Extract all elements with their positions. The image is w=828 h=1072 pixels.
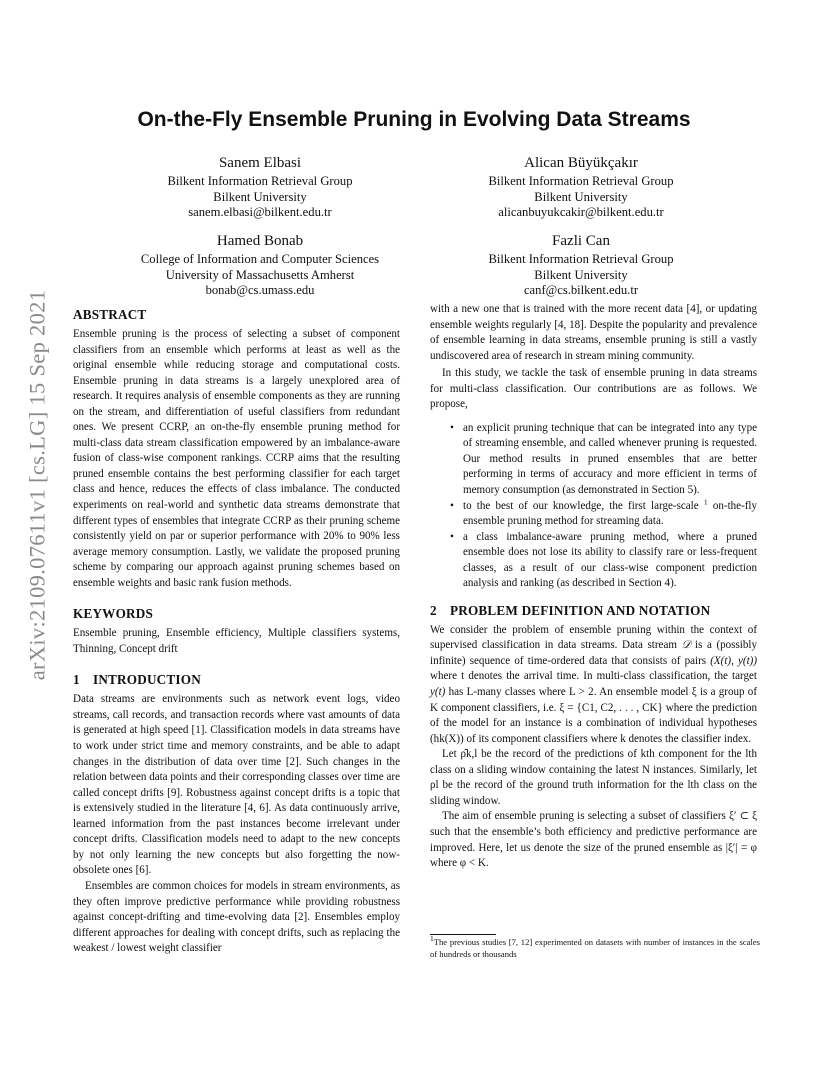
keywords-text: Ensemble pruning, Ensemble efficiency, Multiple classifiers systems, Thinning, Concept drift (73, 627, 400, 655)
author-email: sanem.elbasi@bilkent.edu.tr (188, 205, 332, 220)
author-block-3 (96, 231, 424, 299)
author-block-1 (110, 153, 410, 221)
author-affiliation: Bilkent Information Retrieval Group (167, 174, 353, 188)
left-column (73, 306, 400, 957)
author-name: Hamed Bonab (216, 233, 304, 249)
author-institution: Bilkent University (213, 189, 307, 204)
list-item-text: to the best of our knowledge, the first large-scale (463, 499, 699, 512)
author-name: Sanem Elbasi (218, 155, 302, 171)
intro-paragraph-2: Ensembles are common choices for models in stream environments, as they often improve predictive performance while providing robustness against concept-drifting and time-evolving data [2]. Ensembles employ different approaches for dealing with concept drifts, such as replacing the weakest / lowest weight classifier (73, 879, 400, 955)
section-title: INTRODUCTION (93, 672, 201, 688)
author-affiliation: Bilkent Information Retrieval Group (488, 174, 674, 188)
section-number: 2 (430, 602, 437, 618)
author-email: bonab@cs.umass.edu (205, 283, 315, 298)
text-run: where t denotes the arrival time. In multi-class classification, the target (430, 670, 757, 683)
footnote-marker: 1 (430, 934, 434, 944)
list-item: • a class imbalance-aware pruning method, where a pruned ensemble does not lose its ability to classify rare or less-frequent classes, as a result of our class-wise component prediction analysis and ranking (as described in Section 4). (430, 530, 757, 592)
arxiv-stamp-text: arXiv:2109.07611v1 [cs.LG] 15 Sep 2021 (24, 289, 49, 681)
section-number: 1 (73, 672, 80, 688)
author-block-4 (431, 231, 731, 299)
abstract-heading: ABSTRACT (73, 307, 147, 322)
author-email: alicanbuyukcakir@bilkent.edu.tr (498, 205, 664, 220)
math-symbol: 𝒟 (681, 639, 691, 652)
list-item (430, 496, 758, 530)
math-expression: y(t) (430, 686, 446, 699)
footnote-marker: 1 (703, 496, 708, 506)
footnote-rule (430, 934, 496, 935)
problem-heading (430, 602, 757, 620)
list-item: • an explicit pruning technique that can be integrated into any type of streaming ensemble, and called whenever pruning is requested. Our method results in pruned ensembles that are better performing in terms of accuracy and more efficient in terms of memory consumption (as demonstrated in Section 5). (430, 421, 757, 499)
footnote-text: The previous studies [7, 12] experimented on datasets with number of instances in the scales of hundreds or thousands (430, 937, 760, 959)
text-run: We consider the problem of ensemble pruning within the context of supervised classification in data streams. Data stream (430, 623, 757, 652)
problem-paragraph-2: Let ρ̂k,l be the record of the predictions of kth component for the lth class on a sliding window containing the latest N instances. Similarly, let ρl be the record of the ground truth information for the lth class on the sliding window. (430, 748, 757, 807)
problem-paragraph-3: The aim of ensemble pruning is selecting a subset of classifiers ξ′ ⊂ ξ such that the ensemble’s both efficiency and predictive performance are improved. Here, let us denote the size of the pruned ensemble as |ξ′| = φ where φ < K. (430, 810, 757, 870)
abstract-text: Ensemble pruning is the process of selecting a subset of component classifiers from an ensemble which performs at least as well as the original ensemble while reducing storage and computational costs. Ensemble pruning in data streams is a largely unexplored area of research. It requires analysis of ensemble components as they are running on the stream, and differentiation of useful classifiers from redundant ones. We present CCRP, an on-the-fly ensemble pruning method for multi-class data stream classification empowered by an imbalance-aware fusion of class-wise component rankings. CCRP aims that the resulting pruned ensemble contains the best performing classifier for each target class and hence, reduces the effects of class imbalance. The conducted experiments on real-world and synthetic data streams demonstrate that different types of ensembles that integrate CCRP as their pruning scheme consistently yield on par or superior performance with 20% to 90% less average memory consumption. Lastly, we validate the proposed pruning scheme by comparing our approach against pruning schemes based on ensemble weights and basic rank fusion methods. (73, 328, 400, 589)
math-expression: (X(t), y(t)) (710, 654, 757, 667)
footnote (430, 934, 760, 960)
intro-heading (73, 671, 400, 689)
problem-paragraph-1 (430, 623, 757, 747)
paper-title: On-the-Fly Ensemble Pruning in Evolving Data Streams (137, 108, 691, 131)
author-institution: Bilkent University (534, 189, 628, 204)
text-run: is a (possibly infinite) sequence of time-ordered data that consists of pairs (430, 639, 757, 667)
list-item-text: on-the-fly ensemble pruning method for streaming data. (463, 499, 758, 528)
intro-paragraph-1: Data streams are environments such as network event logs, video streams, call records, and transaction records where vast amounts of data is generated at high speed [1]. Classification models in data streams have to work under strict time and memory constraints, and be able to adapt changes in the distribution of data over time [2]. Such changes in the relation between data points and their corresponding classes over time are called concept drifts [9]. Robustness against concept drifts is a topic that is extensively studied in the literature [4, 6]. As data continuously arrive, learned information from the past instances become irrelevant under concept drifts. Classification models need to adapt to the new concepts by not only learning the new concepts but also forgetting the now-obsolete ones [6]. (73, 693, 400, 877)
keywords-heading: KEYWORDS (73, 606, 154, 622)
author-institution: University of Massachusetts Amherst (165, 267, 355, 282)
author-name: Fazli Can (552, 233, 610, 249)
author-affiliation: College of Information and Computer Sciences (140, 252, 380, 266)
author-institution: Bilkent University (534, 267, 628, 282)
section-title: PROBLEM DEFINITION AND NOTATION (450, 602, 711, 618)
author-affiliation: Bilkent Information Retrieval Group (488, 252, 674, 266)
arxiv-side-stamp (18, 290, 56, 680)
intro-paragraph-3: with a new one that is trained with the more recent data [4], or updating ensemble weights regularly [4, 18]. Despite the popularity and prevalence of ensemble learning in data streams, ensemble pruning is still a vastly undiscovered area of research in stream mining community. (430, 303, 757, 362)
right-column (430, 302, 757, 872)
text-run: has L-many classes where L > 2. An ensemble model ξ is a group of K component classifiers, i.e. ξ = {C1, C2, . . . , CK} where the prediction of the model for an instance is a combination of individual hypotheses (hk(X)) of its component classifiers where k denotes the classifier index. (430, 686, 758, 745)
contributions-list (430, 421, 757, 592)
author-block-2 (431, 153, 731, 221)
intro-paragraph-4: In this study, we tackle the task of ensemble pruning in data streams for multi-class classification. Our contributions are as follows. We propose, (430, 367, 757, 411)
author-email: canf@cs.bilkent.edu.tr (523, 283, 639, 298)
author-name: Alican Büyükçakır (524, 155, 638, 171)
